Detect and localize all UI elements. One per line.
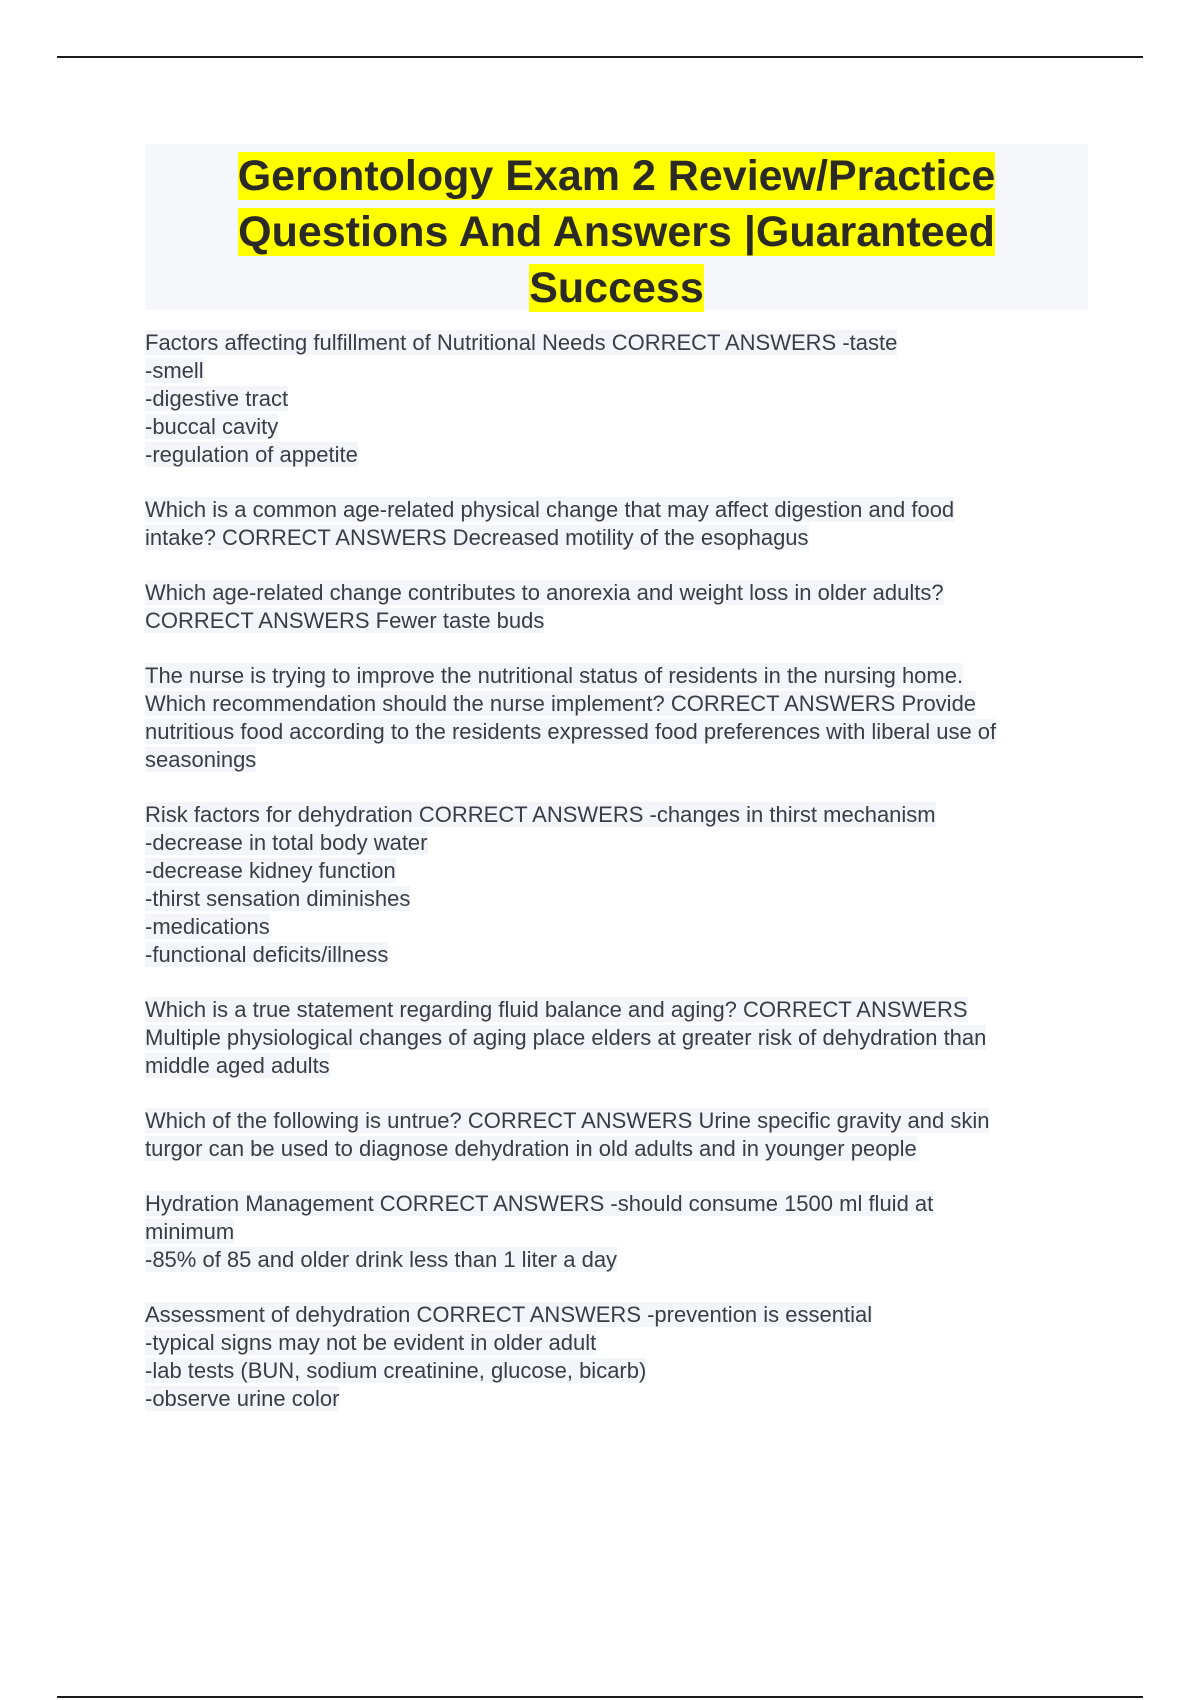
- qa-entry-text: CORRECT ANSWERS Fewer taste buds: [145, 608, 545, 633]
- qa-entry-line: [145, 607, 1088, 635]
- qa-entry-line: [145, 941, 1088, 969]
- qa-entry-line: [145, 857, 1088, 885]
- title-line: Gerontology Exam 2 Review/Practice: [237, 152, 996, 200]
- qa-entry-text: -digestive tract: [145, 386, 289, 411]
- qa-entry: [145, 579, 1088, 635]
- qa-entry-text: The nurse is trying to improve the nutritional status of residents in the nursing home.: [145, 663, 964, 688]
- qa-entry-text: Hydration Management CORRECT ANSWERS -should consume 1500 ml fluid at: [145, 1191, 934, 1216]
- qa-entry: [145, 1107, 1088, 1163]
- qa-entry: [145, 1301, 1088, 1413]
- qa-entry-text: Which recommendation should the nurse implement? CORRECT ANSWERS Provide: [145, 691, 977, 716]
- qa-entry-line: [145, 1329, 1088, 1357]
- qa-entry-line: [145, 1024, 1088, 1052]
- qa-entry-text: -functional deficits/illness: [145, 942, 389, 967]
- qa-entry-text: middle aged adults: [145, 1053, 330, 1078]
- qa-entry-text: -observe urine color: [145, 1386, 340, 1411]
- qa-entry: [145, 662, 1088, 774]
- qa-entry-text: -typical signs may not be evident in older adult: [145, 1330, 597, 1355]
- qa-entry-text: Which is a true statement regarding fluid balance and aging? CORRECT ANSWERS: [145, 997, 968, 1022]
- document-body: [145, 144, 1088, 1440]
- qa-entry: [145, 496, 1088, 552]
- qa-entry-text: -medications: [145, 914, 270, 939]
- qa-entry-text: -buccal cavity: [145, 414, 279, 439]
- qa-entry-text: -regulation of appetite: [145, 442, 358, 467]
- qa-entry-line: [145, 579, 1088, 607]
- qa-entry-text: Risk factors for dehydration CORRECT ANSWERS -changes in thirst mechanism: [145, 802, 936, 827]
- qa-entry-line: [145, 913, 1088, 941]
- qa-entry-line: [145, 496, 1088, 524]
- qa-entry-line: [145, 1052, 1088, 1080]
- qa-entry-line: [145, 1301, 1088, 1329]
- qa-entry-text: -decrease in total body water: [145, 830, 428, 855]
- qa-entry-text: Which age-related change contributes to anorexia and weight loss in older adults?: [145, 580, 944, 605]
- qa-entry: [145, 329, 1088, 469]
- bottom-rule: [57, 1696, 1143, 1698]
- qa-entry-text: -decrease kidney function: [145, 858, 396, 883]
- qa-entry-text: nutritious food according to the residents expressed food preferences with liberal use of: [145, 719, 997, 744]
- qa-entry-text: -thirst sensation diminishes: [145, 886, 411, 911]
- title-block: [145, 144, 1088, 310]
- qa-entry-text: -smell: [145, 358, 204, 383]
- qa-entry-line: [145, 1357, 1088, 1385]
- qa-entry-line: [145, 1190, 1088, 1218]
- qa-entry: [145, 801, 1088, 969]
- title-line: Questions And Answers |Guaranteed: [238, 208, 995, 256]
- qa-entry-line: [145, 746, 1088, 774]
- title-line: Success: [529, 264, 704, 312]
- qa-entry: [145, 1190, 1088, 1274]
- qa-entry-line: [145, 413, 1088, 441]
- qa-entry: [145, 996, 1088, 1080]
- qa-entry-line: [145, 885, 1088, 913]
- qa-entry-text: turgor can be used to diagnose dehydration in old adults and in younger people: [145, 1136, 917, 1161]
- qa-entry-text: -85% of 85 and older drink less than 1 liter a day: [145, 1247, 618, 1272]
- qa-entry-line: [145, 329, 1088, 357]
- qa-entry-line: [145, 1218, 1088, 1246]
- qa-entry-text: intake? CORRECT ANSWERS Decreased motility of the esophagus: [145, 525, 809, 550]
- qa-entry-text: Which of the following is untrue? CORRECT ANSWERS Urine specific gravity and skin: [145, 1108, 990, 1133]
- qa-entry-line: [145, 385, 1088, 413]
- qa-entry-line: [145, 1246, 1088, 1274]
- qa-entry-line: [145, 996, 1088, 1024]
- qa-entry-text: minimum: [145, 1219, 235, 1244]
- qa-entry-text: -lab tests (BUN, sodium creatinine, glucose, bicarb): [145, 1358, 647, 1383]
- qa-entry-line: [145, 1135, 1088, 1163]
- top-rule: [57, 56, 1143, 58]
- qa-entry-line: [145, 1385, 1088, 1413]
- qa-entry-line: [145, 1107, 1088, 1135]
- qa-entry-text: Factors affecting fulfillment of Nutritional Needs CORRECT ANSWERS -taste: [145, 330, 898, 355]
- qa-entry-line: [145, 662, 1088, 690]
- qa-entry-line: [145, 524, 1088, 552]
- qa-entry-text: Assessment of dehydration CORRECT ANSWERS -prevention is essential: [145, 1302, 873, 1327]
- qa-entry-text: seasonings: [145, 747, 257, 772]
- qa-entry-text: Multiple physiological changes of aging place elders at greater risk of dehydration than: [145, 1025, 987, 1050]
- qa-entry-line: [145, 357, 1088, 385]
- qa-entry-line: [145, 690, 1088, 718]
- qa-entry-line: [145, 441, 1088, 469]
- qa-entry-line: [145, 829, 1088, 857]
- qa-entry-line: [145, 801, 1088, 829]
- qa-entry-line: [145, 718, 1088, 746]
- qa-list: [145, 329, 1088, 1413]
- qa-entry-text: Which is a common age-related physical change that may affect digestion and food: [145, 497, 955, 522]
- document-title: [145, 148, 1088, 316]
